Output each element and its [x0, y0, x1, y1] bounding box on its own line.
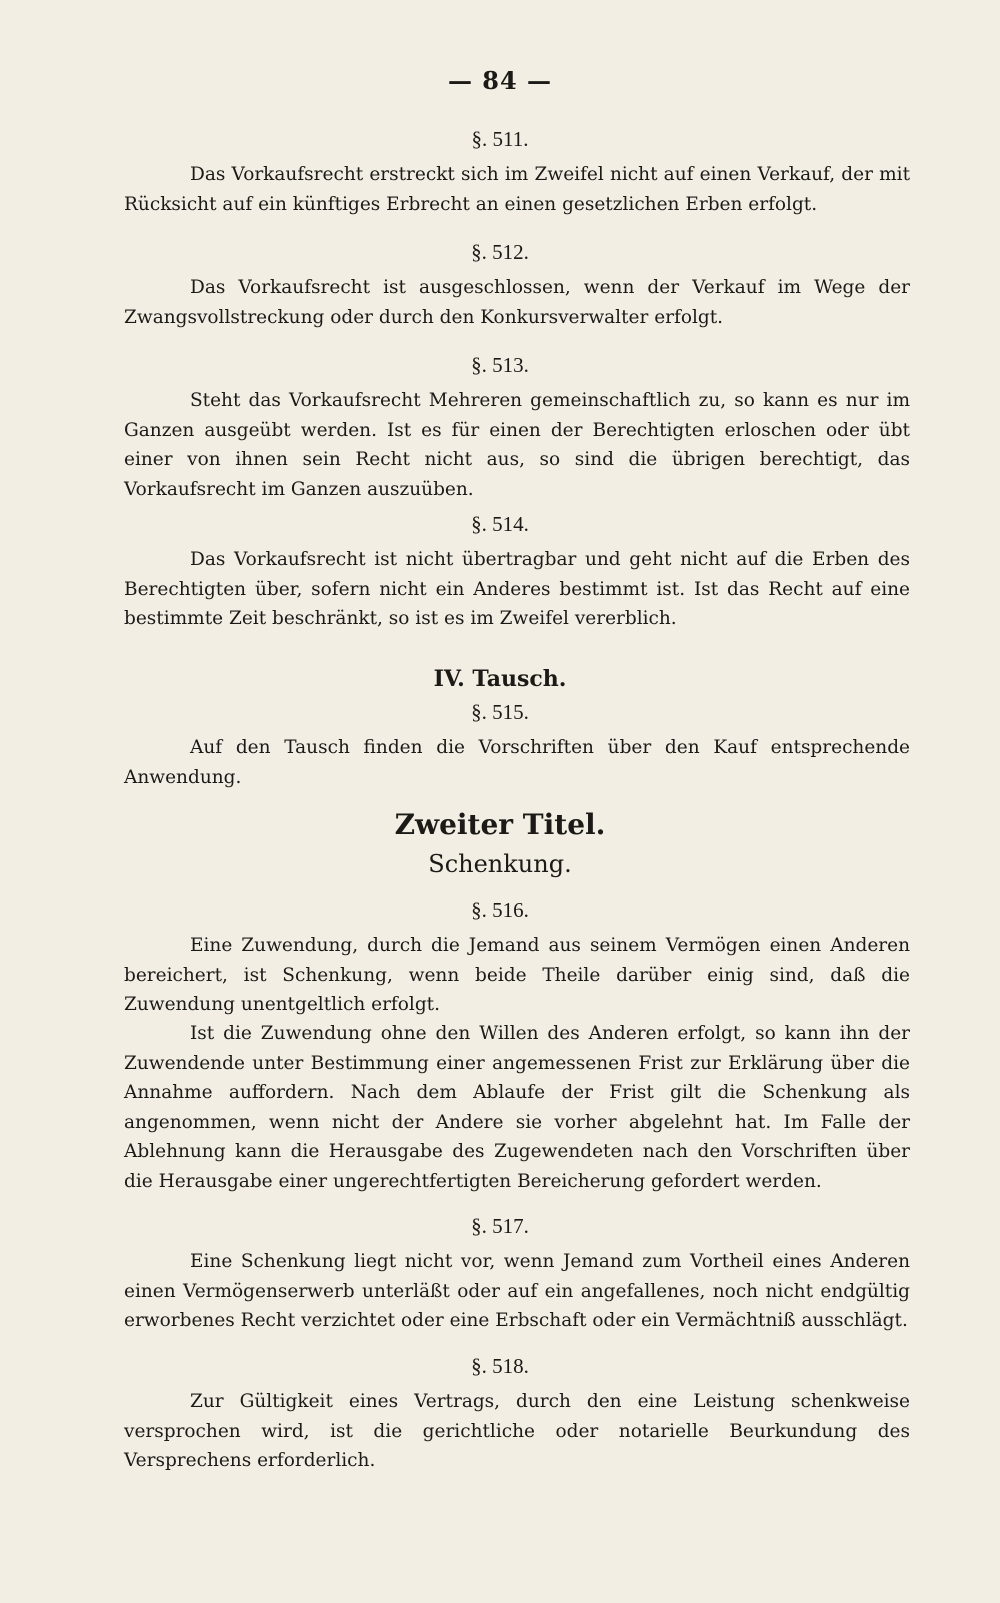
section-511-paragraph: Das Vorkaufsrecht erstreckt sich im Zweifel nicht auf einen Verkauf, der mit Rücksicht auf ein künftiges Erbrecht an einen gesetzlichen Erben erfolgt. [124, 164, 910, 215]
section-518-heading: §. 518. [471, 1354, 529, 1378]
section-514-paragraph: Das Vorkaufsrecht ist nicht übertragbar und geht nicht auf die Erben des Berechtigten über, sofern nicht ein Anderes bestimmt ist. Ist das Recht auf eine bestimmte Zeit beschränkt, so ist es im Zweifel vererblich. [124, 549, 910, 630]
section-512-heading: §. 512. [471, 240, 529, 264]
chapter-heading-tausch: IV. Tausch. [433, 666, 567, 692]
section-518-paragraph: Zur Gültigkeit eines Vertrags, durch den eine Leistung schenkweise versprochen wird, ist die gerichtliche oder notarielle Beurkundung des Versprechens erforderlich. [124, 1391, 910, 1472]
section-513-paragraph: Steht das Vorkaufsrecht Mehreren gemeinschaftlich zu, so kann es nur im Ganzen ausgeübt werden. Ist es für einen der Berechtigten erloschen oder übt einer von ihnen sein Recht nicht aus, so sind die übrigen berechtigt, das Vorkaufsrecht im Ganzen auszuüben. [124, 390, 910, 500]
section-516-paragraph-1: Eine Zuwendung, durch die Jemand aus seinem Vermögen einen Anderen bereichert, ist Schenkung, wenn beide Theile darüber einig sind, daß die Zuwendung unentgeltlich erfolgt. [124, 935, 910, 1016]
page-number: — 84 — [447, 66, 553, 95]
title-heading: Zweiter Titel. [394, 808, 606, 841]
section-516-paragraph-2: Ist die Zuwendung ohne den Willen des Anderen erfolgt, so kann ihn der Zuwendende unter Bestimmung einer angemessenen Frist zur Erklärung über die Annahme auffordern. Nach dem Ablaufe der Frist gilt die Schenkung als angenommen, wenn nicht der Andere sie vorher abgelehnt hat. Im Falle der Ablehnung kann die Herausgabe des Zugewendeten nach den Vorschriften über die Herausgabe einer ungerechtfertigten Bereicherung gefordert werden. [124, 1023, 910, 1192]
section-515-heading: §. 515. [471, 700, 529, 724]
section-512-paragraph: Das Vorkaufsrecht ist ausgeschlossen, wenn der Verkauf im Wege der Zwangsvollstreckung oder durch den Konkursverwalter erfolgt. [124, 277, 910, 328]
section-517-paragraph: Eine Schenkung liegt nicht vor, wenn Jemand zum Vortheil eines Anderen einen Vermögenserwerb unterläßt oder auf ein angefallenes, noch nicht endgültig erworbenes Recht verzichtet oder eine Erbschaft oder ein Vermächtniß ausschlägt. [124, 1251, 910, 1332]
section-511-heading: §. 511. [471, 127, 529, 151]
section-514-heading: §. 514. [471, 512, 529, 536]
section-516-heading: §. 516. [471, 898, 529, 922]
section-517-heading: §. 517. [471, 1214, 529, 1238]
subtitle-heading: Schenkung. [428, 850, 572, 878]
section-513-heading: §. 513. [471, 353, 529, 377]
section-515-paragraph: Auf den Tausch finden die Vorschriften über den Kauf entsprechende Anwendung. [124, 737, 910, 788]
